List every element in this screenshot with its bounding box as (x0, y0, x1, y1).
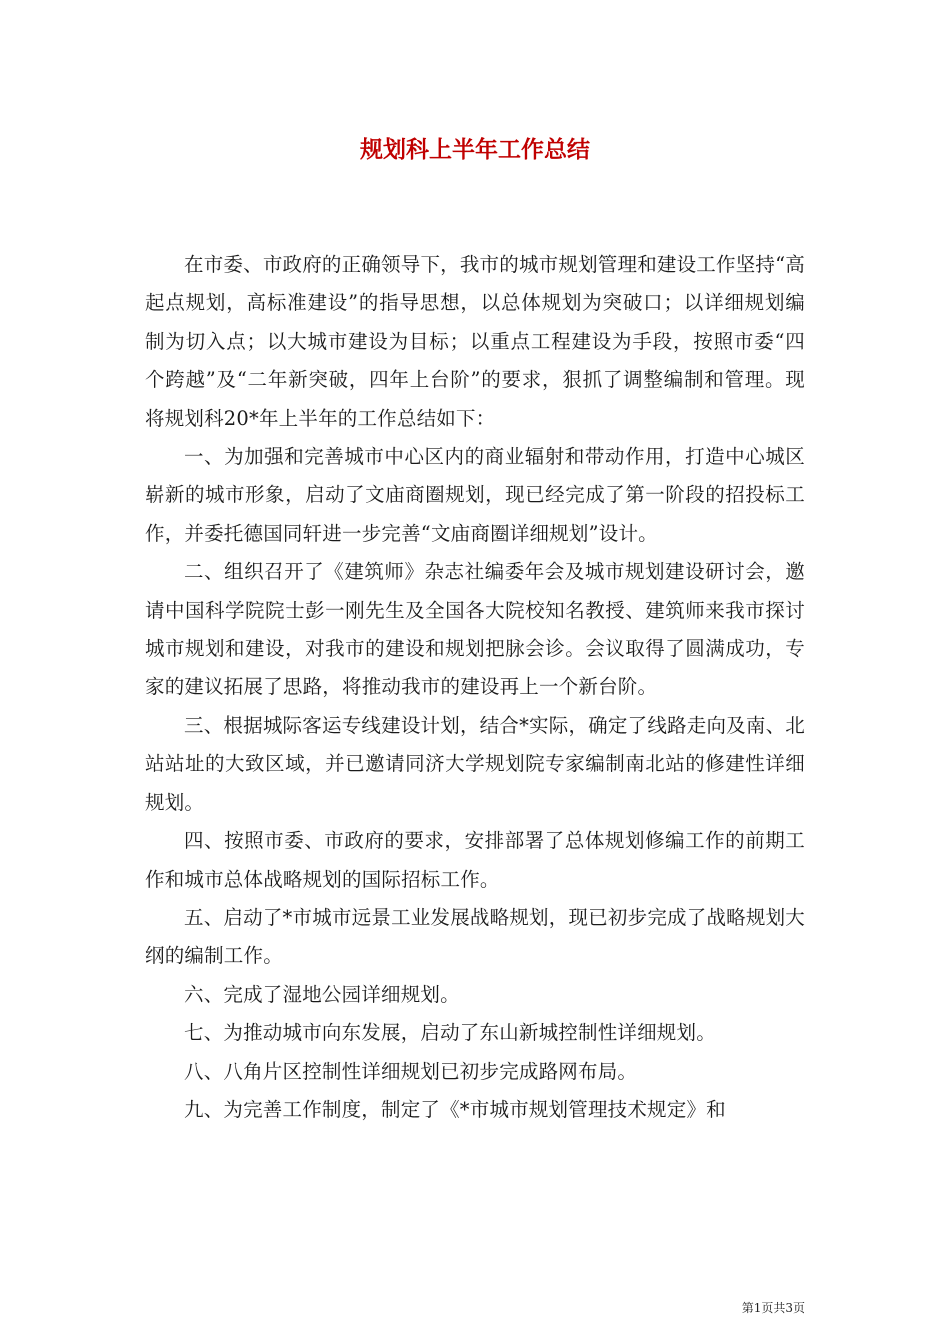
paragraph-item-3: 三、根据城际客运专线建设计划，结合*实际，确定了线路走向及南、北站站址的大致区域，并已邀请同济大学规划院专家编制南北站的修建性详细规划。 (145, 713, 805, 814)
paragraph-item-9: 九、为完善工作制度，制定了《*市城市规划管理技术规定》和 (184, 1097, 726, 1121)
paragraph-item-4: 四、按照市委、市政府的要求，安排部署了总体规划修编工作的前期工作和城市总体战略规划的国际招标工作。 (145, 829, 805, 891)
document-title: 规划科上半年工作总结 (360, 137, 590, 163)
document-body (145, 246, 805, 1129)
paragraph-item-5: 五、启动了*市城市远景工业发展战略规划，现已初步完成了战略规划大纲的编制工作。 (145, 905, 805, 968)
paragraph-intro: 在市委、市政府的正确领导下，我市的城市规划管理和建设工作坚持“高起点规划，高标准建设”的指导思想，以总体规划为突破口；以详细规划编制为切入点；以大城市建设为目标；以重点工程建设为手段，按照市委“四个跨越”及“二年新突破，四年上台阶”的要求，狠抓了调整编制和管理。现将规划科20*年上半年的工作总结如下： (145, 253, 805, 430)
paragraph-item-1: 一、为加强和完善城市中心区内的商业辐射和带动作用，打造中心城区崭新的城市形象，启动了文庙商圈规划，现已经完成了第一阶段的招投标工作，并委托德国同轩进一步完善“文庙商圈详细规划”设计。 (145, 445, 805, 545)
paragraph-item-7: 七、为推动城市向东发展，启动了东山新城控制性详细规划。 (184, 1021, 716, 1045)
page-number-footer: 第1页共3页 (741, 1301, 805, 1315)
paragraph-item-6: 六、完成了湿地公园详细规划。 (184, 982, 460, 1006)
paragraph-item-8: 八、八角片区控制性详细规划已初步完成路网布局。 (184, 1059, 638, 1083)
paragraph-item-2: 二、组织召开了《建筑师》杂志社编委年会及城市规划建设研讨会，邀请中国科学院院士彭一刚先生及全国各大院校知名教授、建筑师来我市探讨城市规划和建设，对我市的建设和规划把脉会诊。会议取得了圆满成功，专家的建议拓展了思路，将推动我市的建设再上一个新台阶。 (145, 560, 805, 699)
